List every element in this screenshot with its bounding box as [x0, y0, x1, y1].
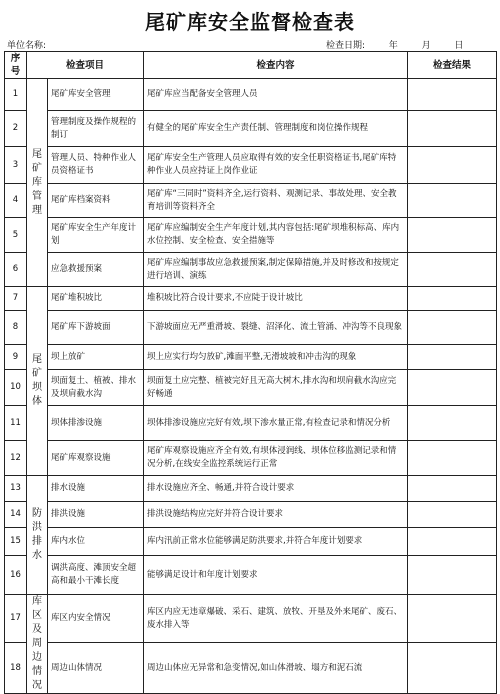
result-cell[interactable] — [408, 218, 497, 253]
row-no: 14 — [5, 502, 27, 528]
table-row — [5, 287, 497, 311]
row-content: 坝体排渗设施应完好有效,坝下渗水量正常,有检查记录和情况分析 — [144, 406, 408, 441]
row-no: 15 — [5, 528, 27, 556]
row-item: 坝面复土、植被、排水及坝肩截水沟 — [48, 370, 144, 406]
table-row — [5, 502, 497, 528]
result-cell[interactable] — [408, 556, 497, 595]
table-row — [5, 595, 497, 643]
result-cell[interactable] — [408, 345, 497, 370]
row-item: 尾矿库下游坡面 — [48, 311, 144, 345]
table-row — [5, 556, 497, 595]
row-content: 排水设施应齐全、畅通,并符合设计要求 — [144, 476, 408, 502]
table-row — [5, 311, 497, 345]
category-cell: 尾 矿 库 管 理 — [27, 79, 48, 287]
result-cell[interactable] — [408, 253, 497, 287]
row-item: 库内水位 — [48, 528, 144, 556]
row-content: 坝上应实行均匀放矿,滩面平整,无滑坡坡和冲击沟的现象 — [144, 345, 408, 370]
header-no: 序号 — [5, 52, 27, 79]
row-item: 坝上放矿 — [48, 345, 144, 370]
result-cell[interactable] — [408, 311, 497, 345]
result-cell[interactable] — [408, 476, 497, 502]
row-no: 12 — [5, 441, 27, 476]
result-cell[interactable] — [408, 595, 497, 643]
row-content: 尾矿库应编制事故应急救援预案,制定保障措施,并及时修改和按规定进行培训、演练 — [144, 253, 408, 287]
table-row — [5, 111, 497, 147]
inspection-table — [4, 51, 497, 694]
row-content: 尾矿库观察设施应齐全有效,有坝体浸润线、坝体位移监测记录和情况分析,在线安全监控系统运行正常 — [144, 441, 408, 476]
row-item: 调洪高度、滩顶安全超高和最小干滩长度 — [48, 556, 144, 595]
table-row — [5, 441, 497, 476]
row-no: 4 — [5, 184, 27, 218]
row-item: 管理制度及操作规程的制订 — [48, 111, 144, 147]
table-row — [5, 184, 497, 218]
row-item: 排洪设施 — [48, 502, 144, 528]
row-no: 10 — [5, 370, 27, 406]
row-no: 13 — [5, 476, 27, 502]
row-no: 2 — [5, 111, 27, 147]
row-no: 1 — [5, 79, 27, 111]
row-item: 周边山体情况 — [48, 643, 144, 694]
table-row — [5, 345, 497, 370]
row-content: 周边山体应无异常和急变情况,如山体滑坡、塌方和泥石流 — [144, 643, 408, 694]
table-row — [5, 406, 497, 441]
row-item: 管理人员、特种作业人员资格证书 — [48, 147, 144, 184]
row-item: 尾矿堆积坡比 — [48, 287, 144, 311]
table-row — [5, 147, 497, 184]
table-row — [5, 79, 497, 111]
result-cell[interactable] — [408, 79, 497, 111]
row-no: 9 — [5, 345, 27, 370]
day-label: 日 — [454, 41, 464, 51]
row-item: 尾矿库观察设施 — [48, 441, 144, 476]
row-content: 坝面复土应完整、植被完好且无高大树木,排水沟和坝肩截水沟应完好畅通 — [144, 370, 408, 406]
result-cell[interactable] — [408, 643, 497, 694]
row-content: 能够满足设计和年度计划要求 — [144, 556, 408, 595]
row-no: 11 — [5, 406, 27, 441]
category-cell: 防 洪 排 水 — [27, 476, 48, 595]
row-no: 7 — [5, 287, 27, 311]
page-title: 尾矿库安全监督检查表 — [145, 10, 355, 34]
category-cell: 库 区 及 周 边 情 况 — [27, 595, 48, 694]
row-item: 尾矿库安全生产年度计划 — [48, 218, 144, 253]
row-no: 3 — [5, 147, 27, 184]
result-cell[interactable] — [408, 502, 497, 528]
row-content: 库内汛前正常水位能够满足防洪要求,并符合年度计划要求 — [144, 528, 408, 556]
row-item: 尾矿库安全管理 — [48, 79, 144, 111]
row-item: 库区内安全情况 — [48, 595, 144, 643]
row-no: 6 — [5, 253, 27, 287]
table-row — [5, 253, 497, 287]
result-cell[interactable] — [408, 184, 497, 218]
month-label: 月 — [421, 41, 431, 51]
row-item: 应急救援预案 — [48, 253, 144, 287]
row-content: 尾矿库“三同时”资料齐全,运行资料、观测记录、事故处理、安全教育培训等资料齐全 — [144, 184, 408, 218]
row-no: 8 — [5, 311, 27, 345]
category-cell: 尾 矿 坝 体 — [27, 287, 48, 476]
row-no: 18 — [5, 643, 27, 694]
header-content: 检查内容 — [144, 52, 408, 79]
row-content: 堆积坡比符合设计要求,不应陡于设计坡比 — [144, 287, 408, 311]
row-no: 16 — [5, 556, 27, 595]
result-cell[interactable] — [408, 287, 497, 311]
table-row — [5, 370, 497, 406]
table-header-row — [5, 52, 497, 79]
row-content: 排洪设施结构应完好并符合设计要求 — [144, 502, 408, 528]
row-item: 排水设施 — [48, 476, 144, 502]
row-no: 17 — [5, 595, 27, 643]
row-content: 尾矿库安全生产管理人员应取得有效的安全任职资格证书,尾矿库特种作业人员应持证上岗作业证 — [144, 147, 408, 184]
date-label: 检查日期: — [326, 41, 366, 51]
table-row — [5, 476, 497, 502]
header-result: 检查结果 — [408, 52, 497, 79]
row-content: 尾矿库应编制安全生产年度计划,其内容包括:尾矿坝堆积标高、库内水位控制、安全检查、安全措施等 — [144, 218, 408, 253]
inspection-date — [326, 38, 463, 51]
row-content: 尾矿库应当配备安全管理人员 — [144, 79, 408, 111]
row-content: 有健全的尾矿库安全生产责任制、管理制度和岗位操作规程 — [144, 111, 408, 147]
row-content: 库区内应无违章爆破、采石、建筑、放牧、开垦及外来尾矿、废石、废水排入等 — [144, 595, 408, 643]
year-label: 年 — [388, 41, 398, 51]
row-no: 5 — [5, 218, 27, 253]
row-content: 下游坡面应无严重滑坡、裂缝、沼泽化、流土管涌、冲沟等不良现象 — [144, 311, 408, 345]
table-row — [5, 218, 497, 253]
result-cell[interactable] — [408, 406, 497, 441]
row-item: 坝体排渗设施 — [48, 406, 144, 441]
row-item: 尾矿库档案资料 — [48, 184, 144, 218]
table-row — [5, 643, 497, 694]
result-cell[interactable] — [408, 441, 497, 476]
result-cell[interactable] — [408, 528, 497, 556]
result-cell[interactable] — [408, 370, 497, 406]
result-cell[interactable] — [408, 147, 497, 184]
table-row — [5, 528, 497, 556]
result-cell[interactable] — [408, 111, 497, 147]
header-item: 检查项目 — [27, 52, 144, 79]
unit-name-label: 单位名称: — [7, 41, 47, 51]
